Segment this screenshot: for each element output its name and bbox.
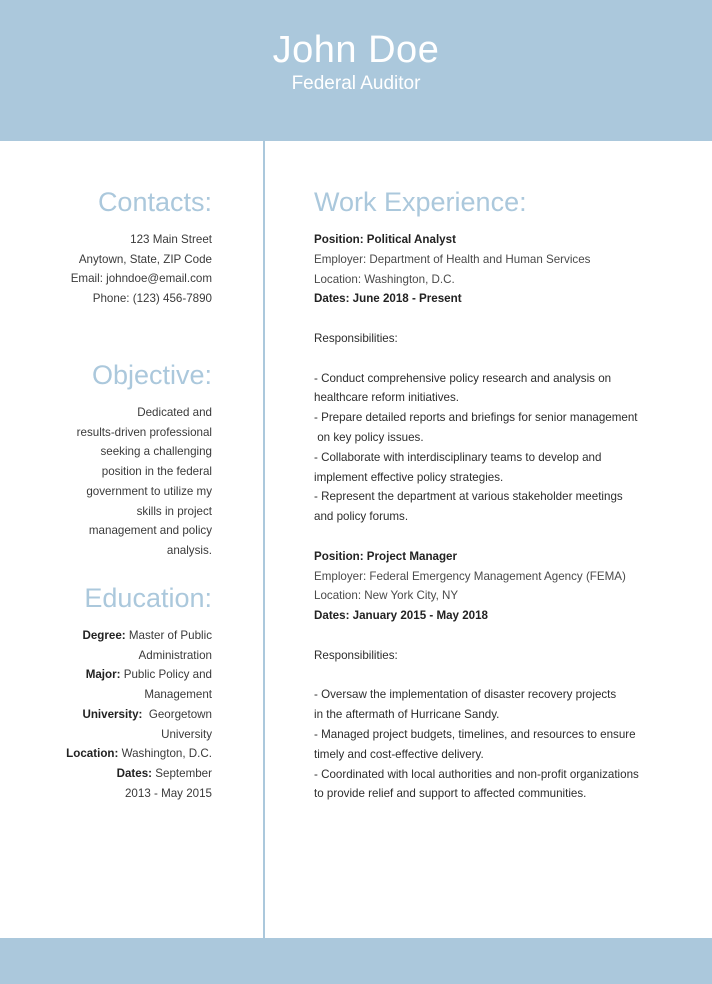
dates-label: Dates: bbox=[116, 766, 153, 780]
responsibility-line: - Oversaw the implementation of disaster recovery projects bbox=[314, 688, 617, 702]
job-title: Federal Auditor bbox=[291, 73, 421, 94]
responsibility-line: healthcare reform initiatives. bbox=[314, 391, 459, 405]
degree-label: Degree: bbox=[82, 629, 126, 642]
objective-line: results-driven professional bbox=[76, 425, 212, 439]
job-dates: Dates: June 2018 - Present bbox=[314, 292, 462, 306]
contact-city: Anytown, State, ZIP Code bbox=[78, 252, 212, 266]
column-divider bbox=[263, 141, 265, 938]
objective-line: position in the federal bbox=[101, 465, 212, 479]
responsibility-line: - Represent the department at various stakeholder meetings bbox=[314, 490, 623, 504]
objective-line: management and policy bbox=[88, 524, 212, 538]
responsibility-line: in the aftermath of Hurricane Sandy. bbox=[314, 708, 500, 722]
responsibilities-label: Responsibilities: bbox=[314, 331, 398, 345]
major-value: Public Policy and bbox=[120, 668, 212, 682]
responsibility-line: - Managed project budgets, timelines, and resources to ensure bbox=[314, 727, 636, 741]
contacts-section bbox=[40, 186, 212, 309]
contact-address: 123 Main Street bbox=[130, 233, 212, 246]
dates-value-cont: 2013 - May 2015 bbox=[124, 786, 212, 800]
major-value-cont: Management bbox=[144, 688, 212, 702]
footer-banner bbox=[0, 938, 712, 984]
objective-line: government to utilize my bbox=[86, 484, 212, 498]
education-section bbox=[40, 582, 212, 803]
location-label: Location: bbox=[66, 747, 119, 761]
university-value: Georgetown bbox=[142, 707, 212, 721]
contacts-list bbox=[40, 230, 212, 309]
objective-heading: Objective: bbox=[91, 360, 212, 390]
dates-value: September bbox=[152, 766, 212, 780]
objective-section bbox=[40, 359, 212, 561]
job-position: Position: Project Manager bbox=[314, 549, 458, 563]
person-name: John Doe bbox=[272, 29, 440, 71]
job-position: Position: Political Analyst bbox=[314, 233, 456, 246]
location-value: Washington, D.C. bbox=[118, 747, 212, 761]
contact-phone: Phone: (123) 456-7890 bbox=[92, 292, 212, 306]
contact-email: Email: johndoe@email.com bbox=[70, 272, 212, 286]
education-heading: Education: bbox=[84, 583, 212, 613]
university-value-cont: University bbox=[161, 727, 212, 741]
job-employer: Employer: Department of Health and Human Services bbox=[314, 252, 591, 266]
job-location: Location: Washington, D.C. bbox=[314, 272, 455, 286]
responsibility-line: - Coordinated with local authorities and non-profit organizations bbox=[314, 767, 639, 781]
responsibility-line: on key policy issues. bbox=[314, 430, 424, 444]
university-label: University: bbox=[82, 707, 143, 721]
work-experience-heading: Work Experience: bbox=[314, 187, 527, 217]
objective-text bbox=[40, 403, 212, 561]
responsibility-line: timely and cost-effective delivery. bbox=[314, 747, 484, 761]
job-entry bbox=[314, 547, 684, 804]
contacts-heading: Contacts: bbox=[97, 187, 212, 217]
job-location: Location: New York City, NY bbox=[314, 589, 459, 603]
objective-line: Dedicated and bbox=[137, 406, 212, 419]
responsibility-line: and policy forums. bbox=[314, 510, 409, 524]
work-experience-section bbox=[314, 186, 684, 804]
responsibility-line: implement effective policy strategies. bbox=[314, 470, 504, 484]
responsibility-line: to provide relief and support to affected communities. bbox=[314, 787, 587, 801]
responsibility-line: - Prepare detailed reports and briefings for senior management bbox=[314, 411, 638, 425]
major-label: Major: bbox=[85, 668, 121, 682]
job-employer: Employer: Federal Emergency Management Agency (FEMA) bbox=[314, 569, 626, 583]
job-dates: Dates: January 2015 - May 2018 bbox=[314, 609, 489, 623]
objective-line: analysis. bbox=[166, 543, 212, 557]
responsibility-line: - Conduct comprehensive policy research and analysis on bbox=[314, 371, 612, 385]
job-entry bbox=[314, 230, 684, 527]
responsibilities-label: Responsibilities: bbox=[314, 648, 398, 662]
degree-value: Master of Public bbox=[125, 629, 212, 642]
header-banner bbox=[0, 0, 712, 141]
responsibility-line: - Collaborate with interdisciplinary teams to develop and bbox=[314, 450, 602, 464]
degree-value-cont: Administration bbox=[138, 648, 212, 662]
education-details bbox=[40, 626, 212, 803]
objective-line: seeking a challenging bbox=[100, 445, 212, 459]
objective-line: skills in project bbox=[136, 504, 212, 518]
